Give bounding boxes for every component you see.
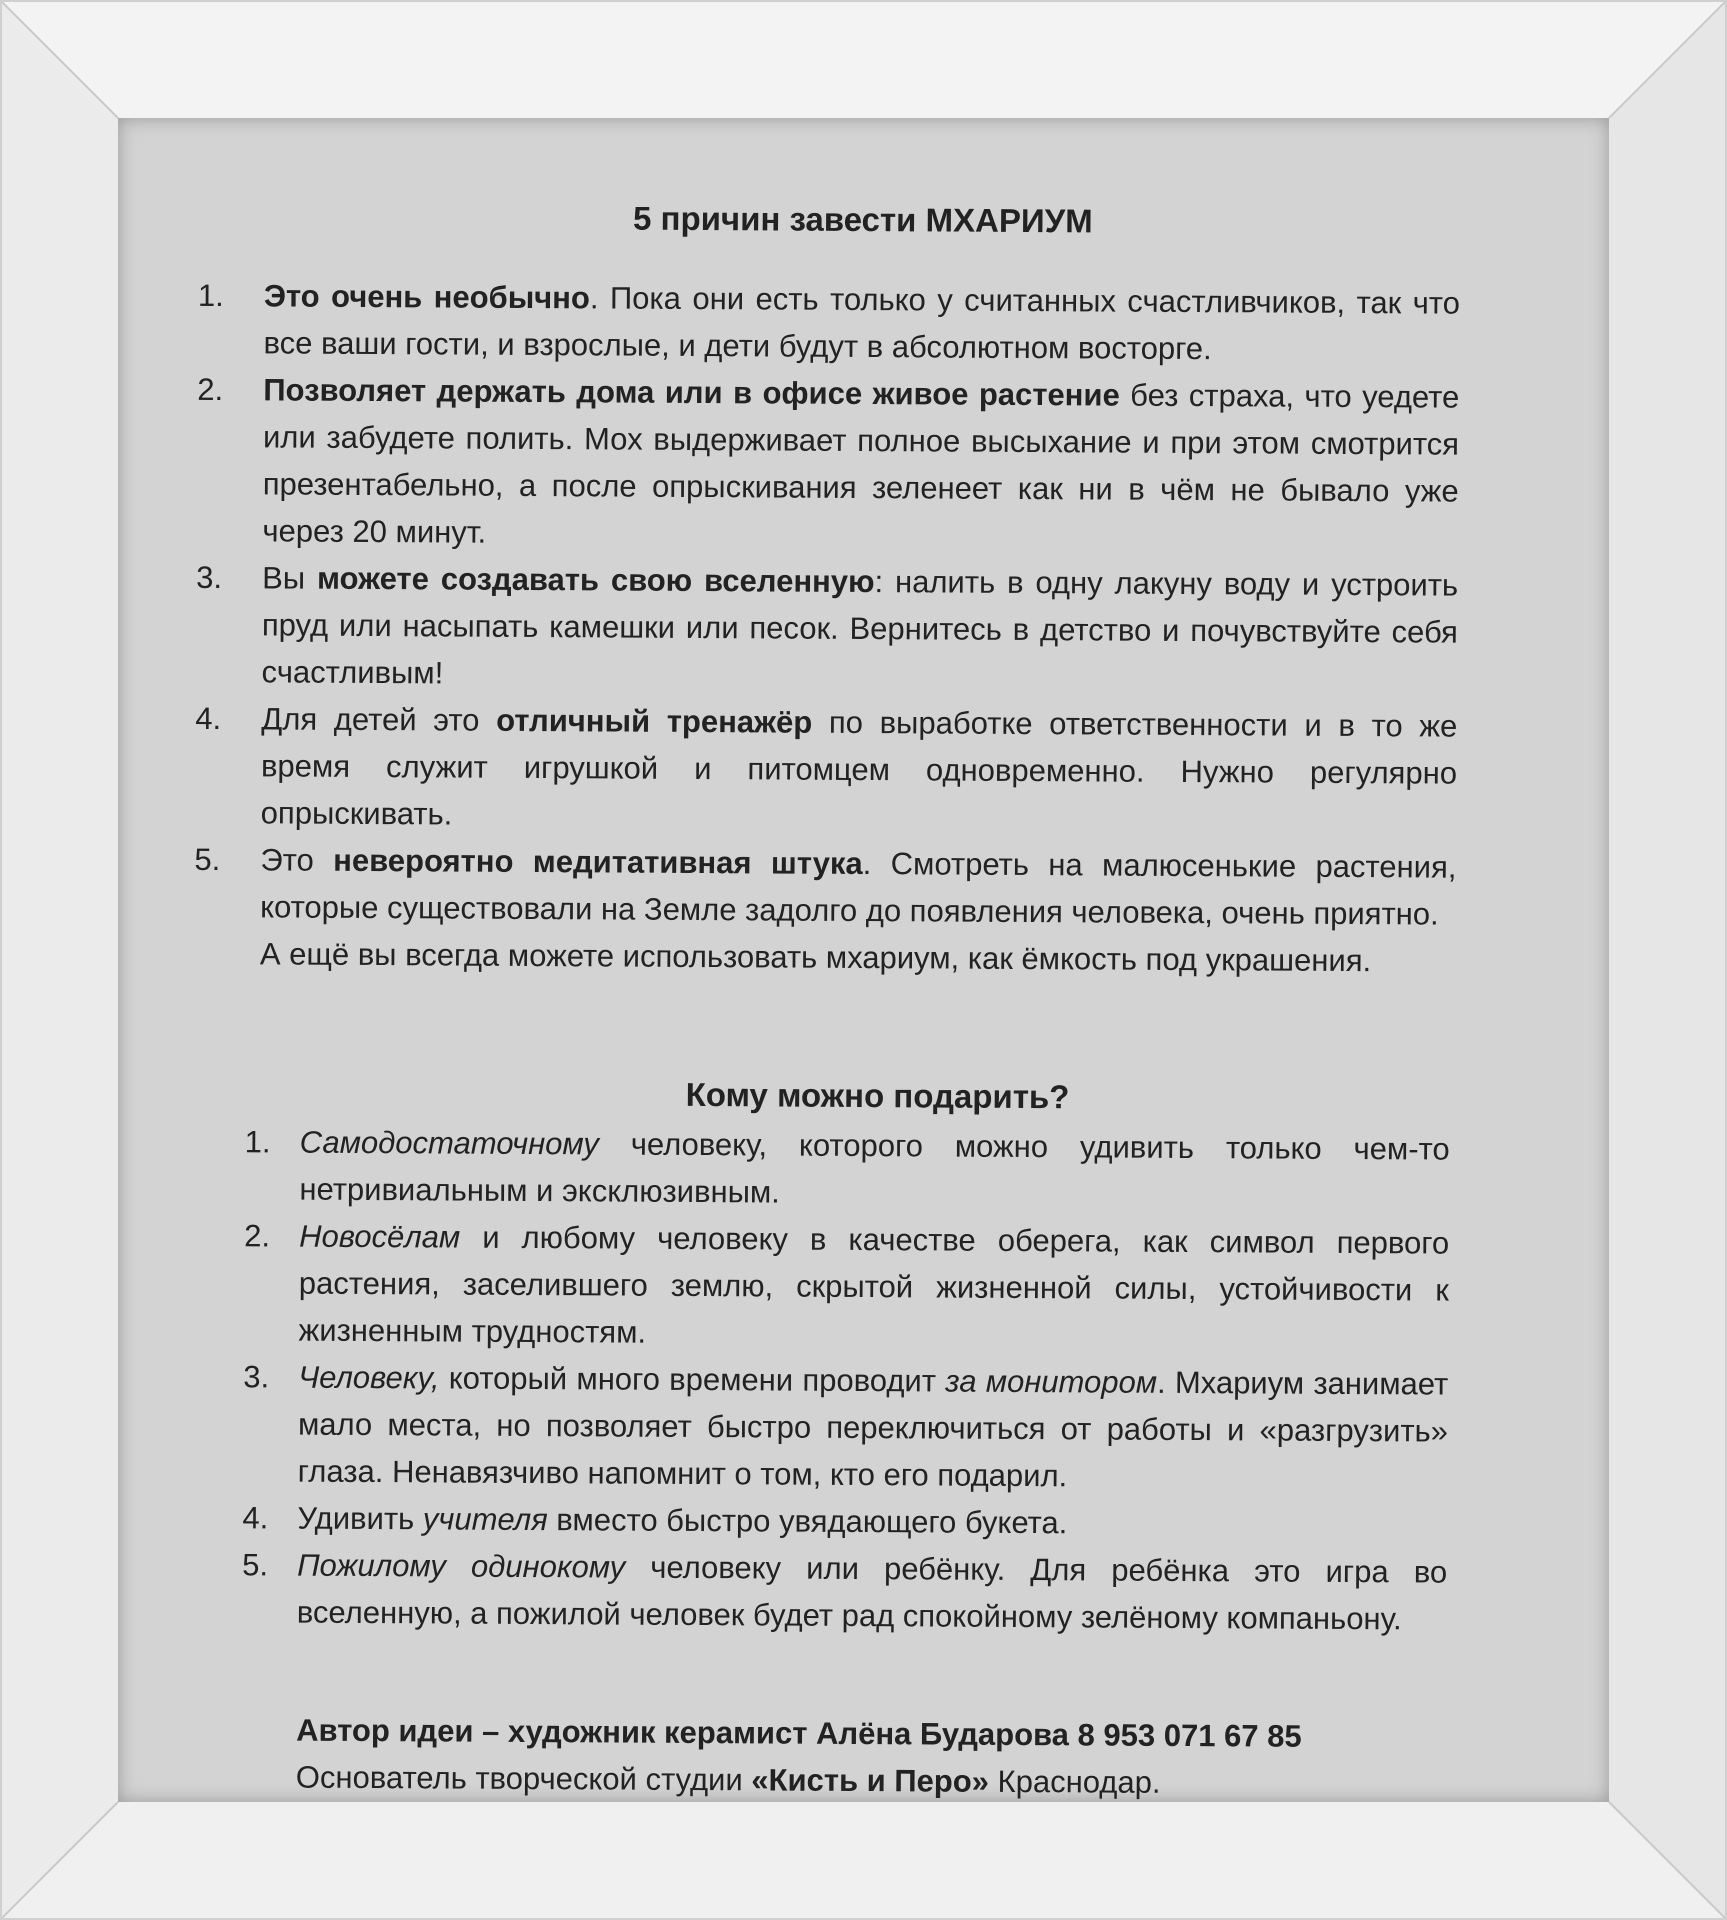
reason-highlight: можете создавать свою вселенную [316,560,875,600]
list-item: 2. Новосёлам и любому человеку в качестве оберега, как символ первого растения, заселившего землю, скрытой жизненной силы, устойчивости к жизненным трудностям. [298,1213,1449,1361]
reason-highlight: Это очень необычно [263,278,591,316]
list-item: 2. Позволяет держать дома или в офисе живое растение без страха, что уедете или забудете полить. Мох выдерживает полное высыхание и при этом смотрится презентабельно, а после опрыскивания зеленеет как ни в чём не бывало уже через 20 минут. [262,366,1459,561]
item-number: 3. [243,1359,270,1395]
reason-highlight: Позволяет держать дома или в офисе живое растение [263,372,1120,413]
studio-name: «Кисть и Перо» [751,1762,990,1799]
gift-recipient: учителя [422,1501,548,1538]
reasons-list [194,272,1460,984]
reason-highlight: невероятно медитативная штука [333,842,863,882]
list-item: 1. Это очень необычно. Пока они есть только у считанных счастливчиков, так что все ваши гости, и взрослые, и дети будут в абсолютном восторге. [263,272,1460,373]
gift-recipient: Новосёлам [299,1218,461,1255]
item-number: 4. [195,700,222,737]
list-item: 3. Человеку, который много времени проводит за монитором. Мхариум занимает мало места, но позволяет быстро переключиться от работы и «разгрузить» глаза. Ненавязчиво напомнит о том, кто его подарил. [298,1354,1449,1502]
author-line: Автор идеи – художник керамист Алёна Бударова 8 953 071 67 85 [296,1712,1302,1754]
list-item: 5. Это невероятно медитативная штука. Смотреть на малюсенькие растения, которые существовали на Земле задолго до появления человека, очень приятно. А ещё вы всегда можете использовать мхариум, как ёмкость под украшения. [260,836,1457,984]
item-number: 5. [194,841,221,878]
document-paper [118,118,1609,1802]
item-number: 2. [197,371,224,408]
item-number: 1. [197,277,224,314]
gifts-list [242,1119,1450,1643]
extra-note: А ещё вы всегда можете использовать мхариум, как ёмкость под украшения. [259,936,1372,979]
document-sheet [118,118,1609,1800]
list-item: 3. Вы можете создавать свою вселенную: налить в одну лакуну воду и устроить пруд или насыпать камешки или песок. Вернитесь в детство и почувствуйте себя счастливым! [261,554,1458,702]
author-block [296,1707,1497,1802]
list-item: 5. Пожилому одинокому человеку или ребёнку. Для ребёнка это игра во вселенную, а пожилой человек будет рад спокойному зелёному компаньону. [297,1542,1448,1643]
gift-recipient: Пожилому одинокому [297,1547,626,1585]
founder-line: Основатель творческой студии «Кисть и Перо» Краснодар. [295,1759,1161,1800]
item-number: 5. [242,1547,269,1583]
gift-title: Кому можно подарить? [685,1075,1070,1116]
list-item: 1. Самодостаточному человеку, которого можно удивить только чем-то нетривиальным и эксклюзивным. [299,1119,1450,1220]
reason-highlight: отличный тренажёр [496,702,813,740]
page-title: 5 причин завести МХАРИУМ [632,199,1093,240]
gift-recipient: Самодостаточному [299,1124,599,1162]
item-number: 3. [196,559,223,596]
list-item: 4. Для детей это отличный тренажёр по выработке ответственности и в то же время служит игрушкой и питомцем одновременно. Нужно регулярно опрыскивать. [261,695,1458,843]
item-number: 2. [244,1218,271,1254]
gift-recipient: Человеку, [298,1359,440,1396]
item-number: 1. [244,1124,271,1160]
item-number: 4. [242,1500,269,1536]
list-item: 4. Удивить учителя вместо быстро увядающего букета. [297,1495,1447,1549]
